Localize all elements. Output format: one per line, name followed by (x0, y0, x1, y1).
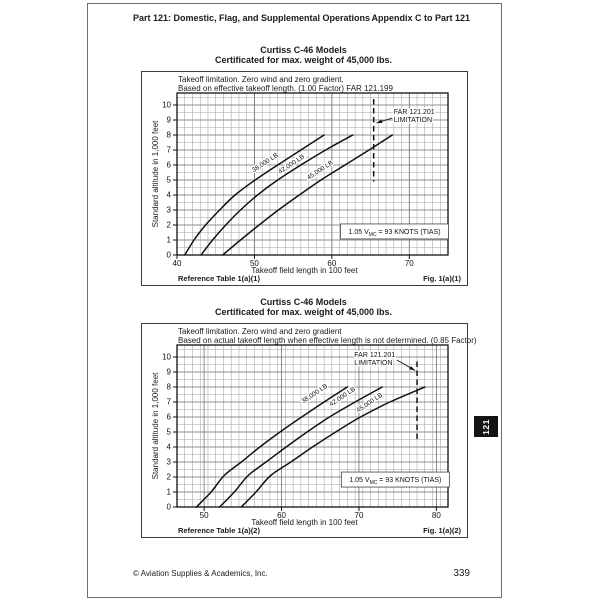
x-tick-label: 50 (199, 511, 209, 520)
chapter-side-tab (474, 416, 498, 437)
y-tick-label: 7 (166, 397, 171, 407)
y-tick-label: 4 (166, 190, 171, 200)
vmc-note-text: 1.05 $V_{MC} = 93$ KNOTS (TIAS) (348, 229, 441, 239)
y-tick-label: 5 (166, 175, 171, 185)
chart1-reference-label: Reference Table 1(a)(1) (178, 274, 260, 283)
page-footer (133, 568, 470, 579)
chart1-box (141, 71, 468, 286)
page-number: 339 (453, 568, 470, 579)
x-tick-label: 60 (327, 259, 337, 268)
y-tick-label: 3 (166, 457, 171, 467)
x-tick-label: 80 (431, 511, 441, 520)
far-limitation-label: LIMITATION (354, 360, 393, 367)
y-tick-label: 9 (166, 115, 171, 125)
weight-curve-label: 38,000 LB (250, 151, 280, 174)
x-tick-label: 50 (249, 259, 259, 268)
y-tick-label: 5 (166, 427, 171, 437)
vmc-note-text: 1.05 $V_{MC} = 93$ KNOTS (TIAS) (349, 477, 442, 487)
chart2-box (141, 323, 477, 538)
chart2-plot (142, 324, 467, 537)
far-limitation-label: FAR 121.201 (393, 109, 435, 116)
figure-1a1-block (141, 45, 466, 297)
chart1-note-line1: Takeoff limitation. Zero wind and zero gradient. (178, 75, 344, 84)
y-tick-label: 8 (166, 382, 171, 392)
header-appendix: Appendix C to Part 121 (371, 13, 470, 23)
y-tick-label: 7 (166, 145, 171, 155)
chart2-x-axis-title: Takeoff field length in 100 feet (251, 518, 358, 527)
chart1-note-line2: Based on effective takeoff length. (1.00 Factor) FAR 121.199 (178, 84, 393, 93)
weight-curve-label: 45,000 LB (305, 159, 335, 182)
copyright-text: © Aviation Supplies & Academics, Inc. (133, 569, 268, 578)
y-tick-label: 2 (166, 220, 171, 230)
y-tick-label: 9 (166, 367, 171, 377)
chart2-subtitle: Certificated for max. weight of 45,000 lbs. (214, 307, 393, 317)
y-tick-label: 10 (162, 100, 171, 110)
chart1-subtitle: Certificated for max. weight of 45,000 lbs. (214, 55, 393, 65)
far-limitation-label: LIMITATION (393, 117, 433, 124)
chart1-x-axis-title: Takeoff field length in 100 feet (251, 266, 358, 275)
weight-curve-label: 45,000 LB (355, 391, 384, 415)
y-tick-label: 8 (166, 130, 171, 140)
weight-curve-label: 38,000 LB (300, 382, 330, 406)
y-tick-label: 0 (166, 250, 171, 260)
weight-curve-label: 42,000 LB (277, 153, 306, 176)
y-tick-label: 6 (166, 412, 171, 422)
y-tick-label: 0 (166, 502, 171, 512)
far-limitation-label: FAR 121.201 (354, 352, 396, 359)
y-tick-label: 3 (166, 205, 171, 215)
chart2-note-line2: Based on actual takeoff length when effective length is not determined. (0.85 Factor) (178, 336, 477, 345)
chart2-note-line1: Takeoff limitation. Zero wind and zero gradient (178, 327, 342, 336)
y-tick-label: 2 (166, 472, 171, 482)
x-tick-label: 70 (354, 511, 364, 520)
y-tick-label: 1 (166, 487, 171, 497)
chart2-figure-label: Fig. 1(a)(2) (423, 526, 461, 535)
page-header (133, 13, 470, 23)
y-tick-label: 10 (162, 352, 171, 362)
chart2-y-axis-title: Standard altitude in 1,000 feet (151, 372, 160, 480)
x-tick-label: 60 (277, 511, 286, 520)
weight-curve-label: 42,000 LB (328, 385, 357, 409)
x-tick-label: 40 (172, 259, 182, 268)
figure-1a2-block (141, 297, 477, 550)
side-tab-label: 121 (481, 418, 491, 435)
y-tick-label: 4 (166, 442, 171, 452)
chart2-title: Curtiss C-46 Models (260, 297, 347, 307)
chart1-figure-label: Fig. 1(a)(1) (423, 274, 461, 283)
y-tick-label: 1 (166, 235, 171, 245)
chart1-plot (142, 72, 467, 285)
x-tick-label: 70 (404, 259, 414, 268)
annotation-arrow-head (409, 366, 415, 370)
y-tick-label: 6 (166, 160, 171, 170)
chart1-y-axis-title: Standard altitude in 1,000 feet (151, 120, 160, 228)
chart2-reference-label: Reference Table 1(a)(2) (178, 526, 260, 535)
chart1-title: Curtiss C-46 Models (260, 45, 347, 55)
header-title: Part 121: Domestic, Flag, and Supplemental Operations (133, 13, 371, 23)
